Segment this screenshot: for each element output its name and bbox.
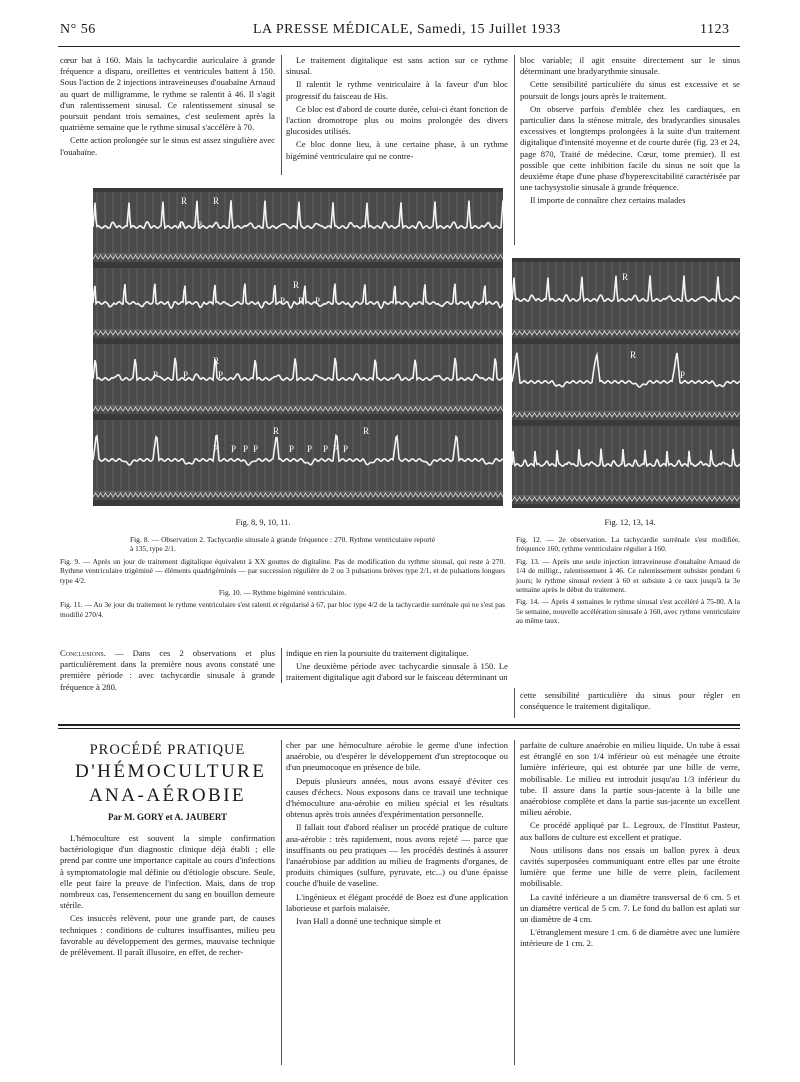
paragraph: La cavité inférieure a un diamètre transversal de 6 cm. 5 et un diamètre vertical de 5 cm. 7. Le fond du ballon est aplati sur un diamètre de 4 cm.: [520, 891, 740, 925]
article-byline: Par M. GORY et A. JAUBERT: [107, 812, 228, 822]
paragraph: cher par une hémoculture aérobie le germe d'une infection anaérobie, ou d'espérer le développement d'un streptocoque ou d'un pneumocoque en présence de bile.: [286, 740, 508, 773]
ecg-wave-label: P: [179, 220, 185, 230]
ecg-wave-label: R: [363, 426, 370, 436]
paragraph: Depuis plusieurs années, nous avons essayé d'éviter ces causes d'échecs. Nous exposons dans ce travail une technique d'hémoculture ana-aérobie en milieu spécial et les résultats obtenus après trois années d'expérimentation personnelle.: [286, 775, 508, 820]
paragraph: cette sensibilité particulière du sinus pour régler en conséquence le traitement digitalique.: [520, 690, 740, 712]
paragraph: Cette action prolongée sur le sinus est assez singulière avec l'ouabaïne.: [60, 135, 275, 157]
top-column-3: [520, 55, 740, 209]
ecg-traces-right: [512, 258, 740, 508]
figure-label-left: Fig. 8, 9, 10, 11.: [235, 518, 291, 527]
ecg-wave-label: P: [183, 370, 189, 380]
page-number: 1123: [700, 22, 730, 37]
ecg-wave-label: P: [253, 444, 259, 454]
ecg-wave-label: R: [181, 196, 188, 206]
article-column-1: [60, 833, 275, 960]
journal-name: LA PRESSE MÉDICALE,: [253, 22, 414, 37]
section-rule-thin: [58, 728, 740, 729]
ecg-figure-12-14: [512, 258, 740, 508]
caption-fig-8: Fig. 8. — Observation 2. Tachycardie sinusale à grande fréquence : 270. Rythme ventriculaire reporté à 135, type 2/1.: [130, 535, 435, 554]
top-column-2: [286, 55, 508, 164]
journal-title: [253, 22, 561, 38]
caption-fig-10: Fig. 10. — Rythme bigéminé ventriculaire.: [218, 588, 347, 598]
ecg-wave-label: R: [293, 280, 300, 290]
ecg-wave-label: P: [289, 444, 295, 454]
ecg-wave-label: P: [218, 370, 224, 380]
paragraph: Ce bloc donne lieu, à une certaine phase, à un rythme bigéminé ventriculaire qui ne contre-: [286, 139, 508, 161]
article-title-line-1: PROCÉDÉ PRATIQUE: [89, 742, 246, 758]
paragraph: Une deuxième période avec tachycardie sinusale à 150. Le traitement digitalique agit d'abord sur le faisceau déterminant un: [286, 661, 508, 683]
header-rule: [58, 46, 740, 47]
caption-fig-9: Fig. 9. — Après un jour de traitement digitalique équivalent à XX gouttes de digitaline. Pas de modification du rythme sinusal, qui reste à 270. Rythme ventriculaire trigéminé — éléments quadrigéminés — par succession régulière de 2 ou 3 pulsations brèves type 2/1, et de pulsations longues type 4/2.: [60, 556, 505, 585]
ecg-wave-label: P: [197, 220, 203, 230]
issue-date: Samedi, 15 Juillet 1933: [417, 22, 561, 37]
paragraph: Le traitement digitalique est sans action sur ce rythme sinusal.: [286, 55, 508, 77]
captions-right: [516, 535, 740, 629]
ecg-wave-label: R: [213, 356, 220, 366]
ecg-strip-band: [512, 426, 740, 504]
paragraph: Ce procédé appliqué par L. Legroux, de l'Institut Pasteur, aux ballons de culture est excellent et pratique.: [520, 820, 740, 842]
section-rule: [58, 724, 740, 726]
ecg-figure-8-11: [93, 188, 503, 506]
paragraph: L'ingénieux et élégant procédé de Boez est d'une application laborieuse et parfois malaisée.: [286, 891, 508, 913]
paragraph: bloc variable; il agit ensuite directement sur le sinus déterminant une bradyarythmie sinusale.: [520, 55, 740, 77]
ecg-wave-label: R: [630, 350, 637, 360]
column-divider: [514, 740, 515, 1065]
ecg-wave-label: P: [153, 370, 159, 380]
top-column-1: [60, 55, 275, 160]
paragraph: cœur bat à 160. Mais la tachycardie auriculaire à grande fréquence a disparu, oreillettes et ventricules battent à 150. Sous l'action de 2 injections intraveineuses d'ouabaïne Arnaud au quart de milligramme, le rythme se ralentit à 46. Il s'agit d'un ralentissement sinusal. Ce ralentissement sinusal se poursuit pendant trois semaines, c'est seulement après la quatrième semaine que le rythme sinusal s'accélère à 70.: [60, 55, 275, 133]
ecg-wave-label: P: [333, 444, 339, 454]
ecg-traces-left: [93, 188, 503, 506]
paragraph: Il importe de connaître chez certains malades: [530, 195, 686, 206]
mid-column-3: [520, 690, 740, 714]
paragraph: parfaite de culture anaérobie en milieu liquide. Un tube à essai est étranglé en son 1/4 inférieur où est ménagée une étroite lumière inférieure, qui est obturée par une bille de verre, mobilisable. Le milieu est introduit jusqu'au 1/3 inférieur du tube. Il assure dans la partie sous-jacente à la bille une anaérobiose complète et dans la partie sus-jacente un excellent milieu aérobie.: [520, 740, 740, 818]
ecg-wave-label: P: [280, 296, 286, 306]
ecg-wave-label: P: [680, 370, 686, 380]
ecg-wave-label: P: [315, 296, 321, 306]
column-divider: [281, 648, 282, 683]
paragraph: Cette sensibilité particulière du sinus est excessive et se poursuit de longs jours après le traitement.: [520, 79, 740, 101]
paragraph: Ces insuccès relèvent, pour une grande part, de causes techniques : conditions de cultures insuffisantes, milieu peu favorable au développement des germes, mauvaise technique de prélèvement. Il paraît illusoire, en effet, de recher-: [60, 913, 275, 958]
caption-fig-13: Fig. 13. — Après une seule injection intraveineuse d'ouabaïne Arnaud de 1/4 de milligr., ralentissement à 46. Ce ralentissement subsiste pendant 6 jours; le rythme sinusal revient à 60 et subsiste à ce taux jusqu'à la 3e semaine après le début du traitement.: [516, 556, 740, 595]
paragraph: L'hémoculture est souvent la simple confirmation bactériologique d'un diagnostic clinique déjà établi ; elle prend par contre une importance capitale au cours d'infections à symptomatologie mal définie ou d'étiologie obscure. Seule, elle peut faire la preuve de l'infection. Mais, dans de trop nombreux cas, l'ensemencement du sang en bouillon demeure stérile.: [60, 833, 275, 911]
paragraph: indique en rien la poursuite du traitement digitalique.: [286, 648, 469, 658]
caption-fig-12: Fig. 12. — 2e observation. La tachycardie surrénale s'est modifiée, fréquence 160, rythme ventriculaire régulier à 160.: [516, 535, 740, 554]
ecg-wave-label: P: [213, 444, 219, 454]
caption-fig-11: Fig. 11. — Au 3e jour du traitement le rythme ventriculaire s'est ralenti et régularisé à 67, par bloc type 4/2 de la tachycardie surrénale qui ne s'est pas modifié 270/4.: [60, 600, 505, 619]
ecg-wave-label: P: [323, 444, 329, 454]
ecg-wave-label: R: [622, 272, 629, 282]
conclusions-lead: Conclusions.: [60, 648, 106, 658]
conclusions-text: — Dans ces 2 observations et plus particulièrement dans la première nous avons constaté une première période : avec tachycardie sinusale à grande fréquence à 280.: [60, 648, 275, 692]
mid-column-2: [286, 648, 508, 686]
conclusions-column: [60, 648, 275, 695]
ecg-wave-label: P: [307, 444, 313, 454]
column-divider: [514, 688, 515, 718]
captions-left: [60, 535, 505, 622]
article-column-3: [520, 740, 740, 952]
paragraph: Nous utilisons dans nos essais un ballon pyrex à deux cavités superposées communiquant entre elles par une étroite lumière que ferme une bille de verre plein, facilement mobilisable.: [520, 844, 740, 889]
ecg-wave-label: R: [273, 426, 280, 436]
paragraph: L'étranglement mesure 1 cm. 6 de diamètre avec une lumière intérieure de 1 cm. 2.: [520, 927, 740, 949]
paragraph: Ce bloc est d'abord de courte durée, celui-ci étant fonction de l'action dromotrope plus ou moins prolongée des divers glucosides utilisés.: [286, 103, 508, 137]
ecg-wave-label: P: [231, 444, 237, 454]
caption-fig-14: Fig. 14. — Après 4 semaines le rythme sinusal s'est accéléré à 75-80. A la 5e semaine, nouvelle accélération sinusale à 160, avec rythme ventriculaire au même taux.: [516, 597, 740, 626]
article-column-2: [286, 740, 508, 929]
paragraph: Ivan Hall a donné une technique simple et: [296, 916, 441, 927]
paragraph: Il fallait tout d'abord réaliser un procédé pratique de culture ana-aérobie : très rapidement, nous avons rejeté — parce que insuffisants ou peu pratiques — les procédés destinés à assurer l'anaérobiose par addition au milieu de fragments d'organes, de produits chimiques (sulfure, pyruvate, etc...) ou d'une épaisse couche d'huile de vaseline.: [286, 822, 508, 889]
column-divider: [281, 55, 282, 175]
column-divider: [514, 55, 515, 245]
article-title-line-2: D'HÉMOCULTURE ANA-AÉROBIE: [75, 761, 267, 806]
ecg-wave-label: P: [243, 444, 249, 454]
column-divider: [281, 740, 282, 1065]
paragraph: On observe parfois d'emblée chez les cardiaques, en particulier dans la sténose mitrale, des bradycardies sinusales excessives et longtemps prolongées à la suite d'un traitement digitalique d'intensité moyenne et de courte durée (fig. 23 et 24, page 870, Traité de médecine. Cœur, tome premier). Il est possible que cette inhibition facile du sinus ne soit que la deuxième étape d'une phase d'hyperexcitabilité caractérisée par une tachysystolie sinusale à grande fréquence.: [520, 103, 740, 193]
ecg-wave-label: R: [213, 196, 220, 206]
ecg-wave-label: P: [343, 444, 349, 454]
ecg-wave-label: P: [298, 296, 304, 306]
issue-number: N° 56: [60, 22, 96, 37]
paragraph: [60, 648, 275, 693]
paragraph: Il ralentit le rythme ventriculaire à la faveur d'un bloc progressif du faisceau de His.: [286, 79, 508, 101]
figure-label-right: Fig. 12, 13, 14.: [604, 518, 656, 527]
